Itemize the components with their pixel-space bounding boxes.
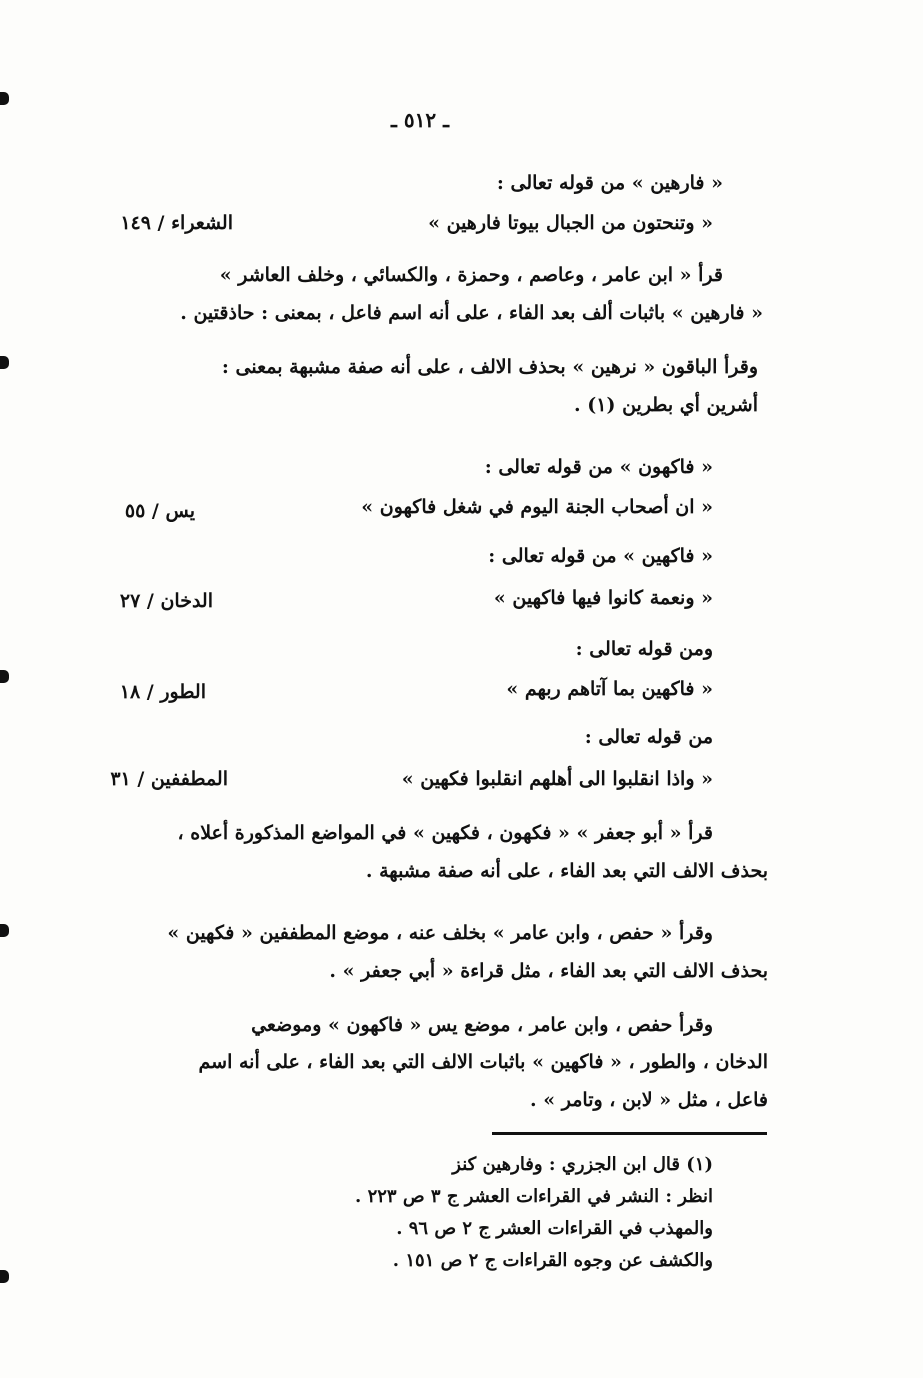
text-line: من قوله تعالى : [584,726,713,748]
verse-reference: يس / ٥٥ [124,500,195,522]
page-edge-mark [0,1270,9,1283]
footnote-line: (١) قال ابن الجزري : وفارهين كنز [452,1154,713,1175]
page-edge-mark [0,924,9,937]
text-line: بحذف الالف التي بعد الفاء ، مثل قراءة « أبي جعفر » . [329,960,768,982]
page-number: ـ ٥١٢ ـ [391,108,449,132]
page-edge-mark [0,670,9,683]
text-line: « فارهين » باثبات ألف بعد الفاء ، على أنه اسم فاعل ، بمعنى : حاذقتين . [180,302,763,324]
verse-reference: المطففين / ٣١ [110,768,228,790]
text-line: قرأ « أبو جعفر » « فكهون ، فكهين » في المواضع المذكورة أعلاه ، [177,822,713,844]
text-line: « فارهين » من قوله تعالى : [496,172,723,194]
text-line: « فاكهين » من قوله تعالى : [488,545,713,567]
verse-reference: الشعراء / ١٤٩ [120,212,233,234]
text-line: « فاكهين بما آتاهم ربهم » [506,678,713,700]
text-line: « ونعمة كانوا فيها فاكهين » [493,587,713,609]
text-line: « وتنحتون من الجبال بيوتا فارهين » [428,212,713,234]
text-line: « واذا انقلبوا الى أهلهم انقلبوا فكهين » [401,768,713,790]
page-edge-mark [0,92,9,105]
footnote-line: والمهذب في القراءات العشر ج ٢ ص ٩٦ . [396,1218,713,1239]
text-line: أشرين أي بطرين (١) . [574,394,758,416]
footnote-line: انظر : النشر في القراءات العشر ج ٣ ص ٢٢٣ . [355,1186,713,1207]
verse-reference: الطور / ١٨ [119,681,206,703]
page-edge-mark [0,356,9,369]
footnote-divider [492,1132,767,1135]
text-line: بحذف الالف التي بعد الفاء ، على أنه صفة مشبهة . [365,860,768,882]
text-line: « ان أصحاب الجنة اليوم في شغل فاكهون » [361,496,713,518]
text-line: الدخان ، والطور ، « فاكهين » باثبات الالف التي بعد الفاء ، على أنه اسم [198,1051,768,1073]
text-line: قرأ « ابن عامر ، وعاصم ، وحمزة ، والكسائي ، وخلف العاشر » [219,264,723,286]
verse-reference: الدخان / ٢٧ [119,590,213,612]
text-line: وقرأ « حفص ، وابن عامر » بخلف عنه ، موضع المطففين « فكهين » [167,922,713,944]
text-line: فاعل ، مثل « لابن ، وتامر » . [530,1089,768,1111]
text-line: « فاكهون » من قوله تعالى : [484,456,713,478]
text-line: وقرأ حفص ، وابن عامر ، موضع يس « فاكهون » وموضعي [251,1014,713,1036]
text-line: وقرأ الباقون « نرهين » بحذف الالف ، على أنه صفة مشبهة بمعنى : [221,356,758,378]
footnote-line: والكشف عن وجوه القراءات ج ٢ ص ١٥١ . [392,1250,713,1271]
text-line: ومن قوله تعالى : [575,638,713,660]
